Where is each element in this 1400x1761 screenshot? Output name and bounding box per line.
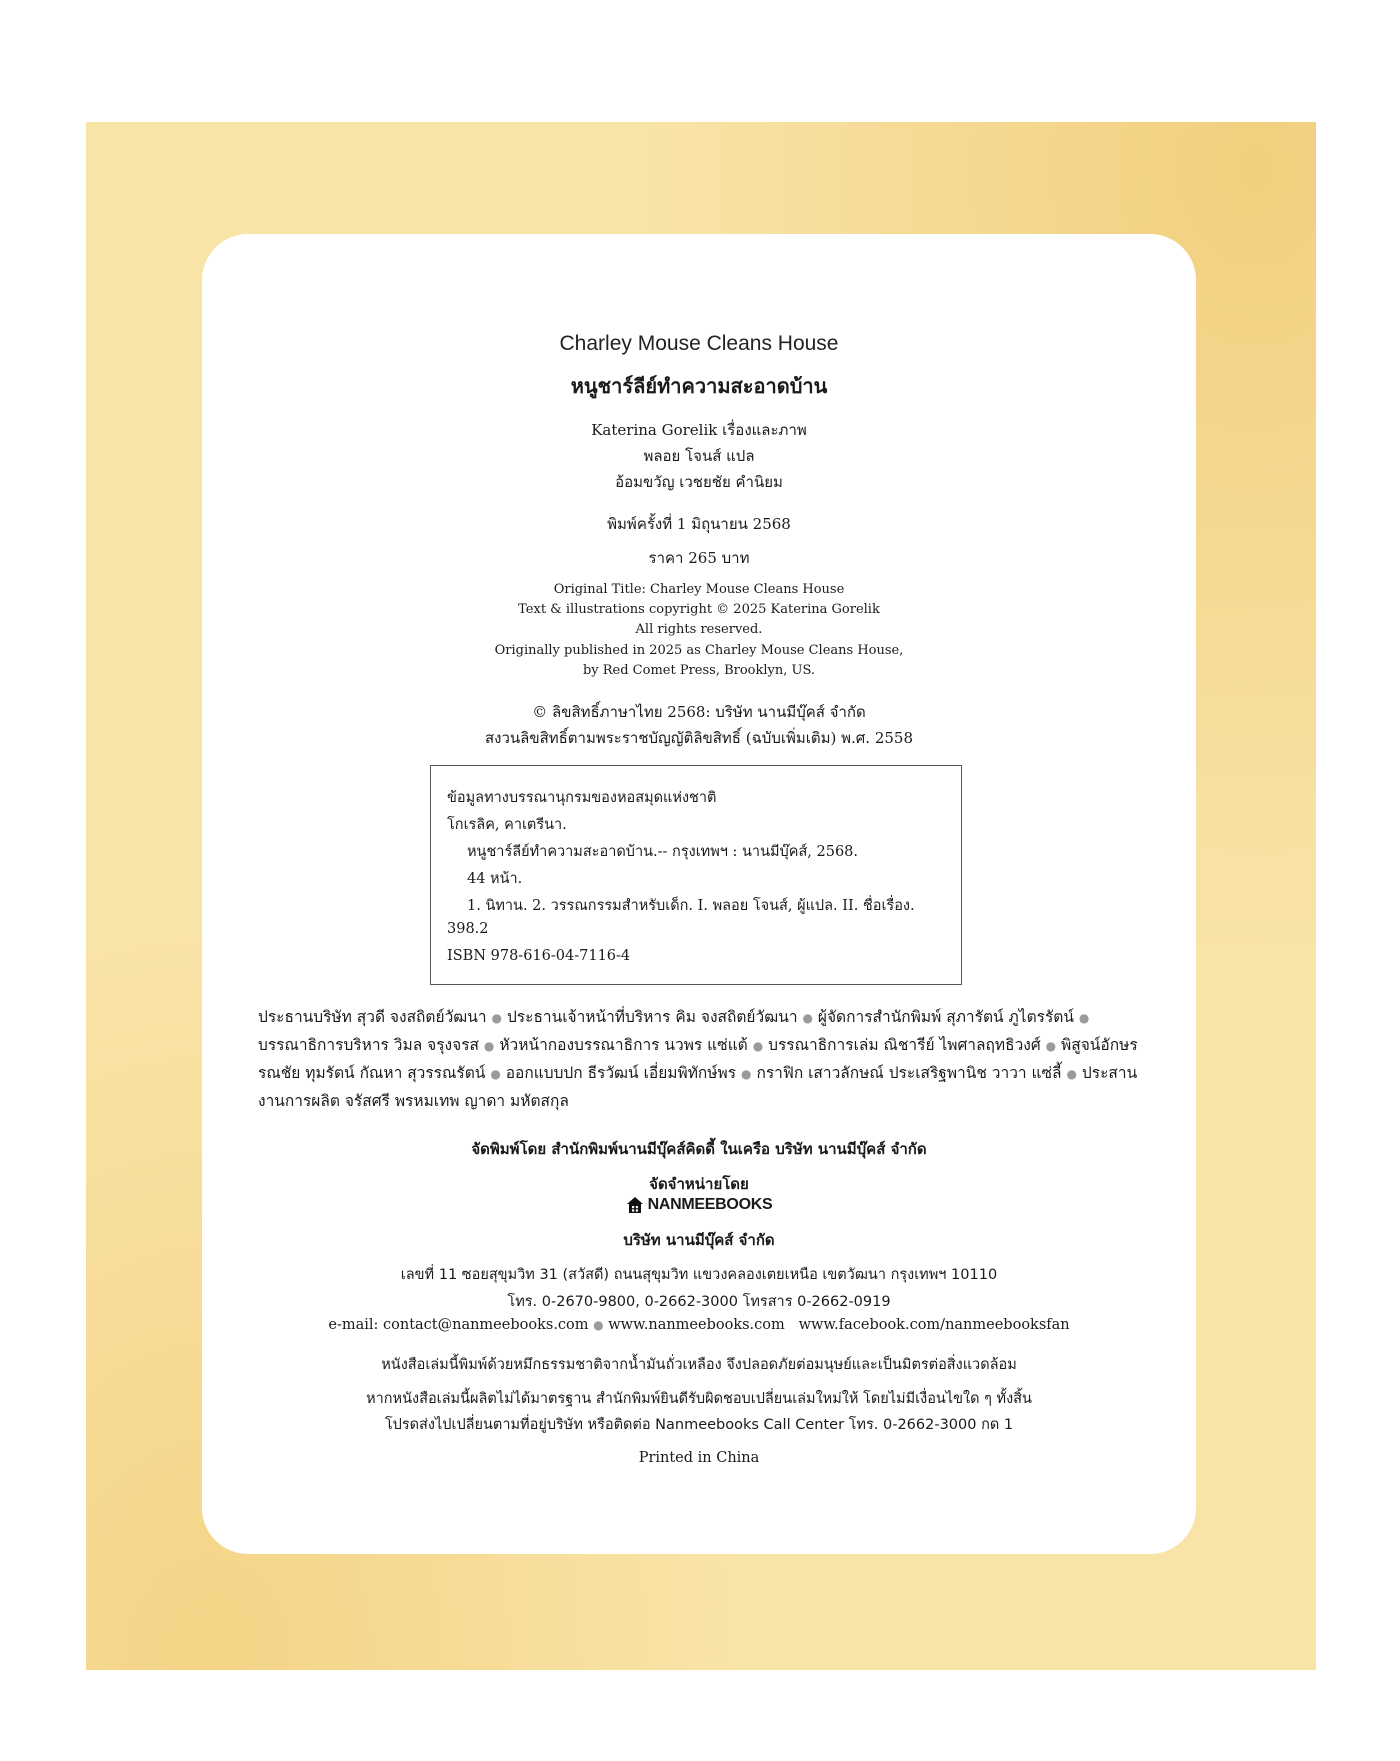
bullet-icon: ● (593, 1318, 604, 1332)
bullet-icon: ● (752, 1039, 764, 1053)
cip-heading: ข้อมูลทางบรรณานุกรมของหอสมุดแห่งชาติ (447, 790, 717, 806)
english-title: Charley Mouse Cleans House (559, 332, 839, 355)
bullet-icon: ● (490, 1067, 501, 1081)
exchange-note: โปรดส่งไปเปลี่ยนตามที่อยู่บริษัท หรือติดต่อ Nanmeebooks Call Center โทร. 0-2662-3000 กด 1 (384, 1417, 1014, 1433)
staff-credit: บรรณาธิการบริหาร วิมล จรุงจรส (258, 1036, 479, 1054)
soy-ink-note: หนังสือเล่มนี้พิมพ์ด้วยหมึกธรรมชาติจากน้ำมันถั่วเหลือง จึงปลอดภัยต่อมนุษย์และเป็นมิตรต่อสิ่งแวดล้อม (381, 1357, 1017, 1373)
staff-credit: พิสูจน์อักษร รณชัย ทุมรัตน์ กัณหา สุวรรณรัตน์ (258, 1036, 1138, 1082)
original-title: Original Title: Charley Mouse Cleans House (553, 582, 845, 597)
credit-author: Katerina Gorelik เรื่องและภาพ (591, 421, 807, 439)
staff-credit: ผู้จัดการสำนักพิมพ์ สุภารัตน์ ภูไตรรัตน์ (817, 1008, 1074, 1026)
credit-translator: พลอย โจนส์ แปล (643, 447, 755, 465)
copyright-line: Text & illustrations copyright © 2025 Katerina Gorelik (518, 602, 880, 617)
bullet-icon: ● (483, 1039, 495, 1053)
staff-credit: กราฟิก เสาวลักษณ์ ประเสริฐพานิช วาวา แซ่ลี้ (756, 1064, 1062, 1082)
company-address: เลขที่ 11 ซอยสุขุมวิท 31 (สวัสดี) ถนนสุขุมวิท แขวงคลองเตยเหนือ เขตวัฒนา กรุงเทพฯ 10110 (400, 1267, 998, 1283)
thai-copyright: © ลิขสิทธิ์ภาษาไทย 2568: บริษัท นานมีบุ๊คส์ จำกัด (532, 703, 866, 721)
staff-credit: ประธานบริษัท สุวดี จงสถิตย์วัฒนา (258, 1008, 487, 1026)
house-logo-icon (626, 1196, 644, 1214)
company-name: บริษัท นานมีบุ๊คส์ จำกัด (623, 1231, 775, 1249)
quality-note: หากหนังสือเล่มนี้ผลิตไม่ได้มาตรฐาน สำนักพิมพ์ยินดีรับผิดชอบเปลี่ยนเล่มใหม่ให้ โดยไม่มีเงื่อนไขใด ๆ ทั้งสิ้น (366, 1391, 1032, 1407)
company-phone: โทร. 0-2670-9800, 0-2662-3000 โทรสาร 0-2662-0919 (507, 1294, 891, 1310)
bullet-icon: ● (802, 1011, 813, 1025)
cip-subjects: 1. นิทาน. 2. วรรณกรรมสำหรับเด็ก. I. พลอย โจนส์, ผู้แปล. II. ชื่อเรื่อง. (467, 898, 915, 914)
price: ราคา 265 บาท (648, 549, 750, 567)
thai-copyright-law: สงวนลิขสิทธิ์ตามพระราชบัญญัติลิขสิทธิ์ (ฉบับเพิ่มเติม) พ.ศ. 2558 (484, 729, 914, 747)
cip-title: หนูชาร์ลีย์ทำความสะอาดบ้าน.-- กรุงเทพฯ : นานมีบุ๊คส์, 2568. (467, 844, 859, 860)
email-link[interactable]: e-mail: contact@nanmeebooks.com (328, 1317, 589, 1333)
bullet-icon: ● (491, 1011, 503, 1025)
publisher-line: จัดพิมพ์โดย สำนักพิมพ์นานมีบุ๊คส์คิดดี้ ในเครือ บริษัท นานมีบุ๊คส์ จำกัด (471, 1140, 927, 1158)
staff-credit: หัวหน้ากองบรรณาธิการ นวพร แซ่แต้ (499, 1036, 748, 1054)
printed-in: Printed in China (638, 1450, 760, 1466)
logo-wordmark: NANMEEBOOKS (647, 1196, 773, 1213)
contact-line (202, 1317, 1196, 1333)
bullet-icon: ● (741, 1067, 752, 1081)
edition-info: พิมพ์ครั้งที่ 1 มิถุนายน 2568 (607, 515, 791, 533)
bullet-icon: ● (1045, 1039, 1057, 1053)
staff-credit: ออกแบบปก ธีรวัฒน์ เอี่ยมพิทักษ์พร (505, 1064, 737, 1082)
credit-foreword: อ้อมขวัญ เวชยชัย คำนิยม (615, 473, 783, 491)
staff-credit: ประธานเจ้าหน้าที่บริหาร คิม จงสถิตย์วัฒนา (506, 1008, 798, 1026)
cip-isbn: ISBN 978-616-04-7116-4 (447, 948, 631, 964)
cip-classification: 398.2 (447, 921, 489, 937)
distributor-label: จัดจำหน่ายโดย (649, 1175, 749, 1193)
thai-title: หนูชาร์ลีย์ทำความสะอาดบ้าน (570, 374, 828, 398)
cip-author: โกเรลิค, คาเตรีนา. (447, 817, 567, 833)
nanmeebooks-logo (202, 1196, 1196, 1218)
publisher-section (202, 0, 1196, 1500)
rights-reserved: All rights reserved. (635, 622, 763, 637)
facebook-link[interactable]: www.facebook.com/nanmeebooksfan (798, 1317, 1070, 1333)
website-link[interactable]: www.nanmeebooks.com (608, 1317, 785, 1333)
cip-pages: 44 หน้า. (467, 871, 523, 887)
staff-credit: บรรณาธิการเล่ม ณิชารีย์ ไพศาลฤทธิวงศ์ (768, 1036, 1041, 1054)
staff-credit: ประสานงานการผลิต จรัสศรี พรหมเทพ ญาดา มหัตสกุล (258, 1064, 1138, 1110)
bullet-icon: ● (1078, 1011, 1090, 1025)
bullet-icon: ● (1066, 1067, 1077, 1081)
original-publication: Originally published in 2025 as Charley Mouse Cleans House, (494, 643, 904, 658)
original-publisher: by Red Comet Press, Brooklyn, US. (582, 663, 816, 678)
